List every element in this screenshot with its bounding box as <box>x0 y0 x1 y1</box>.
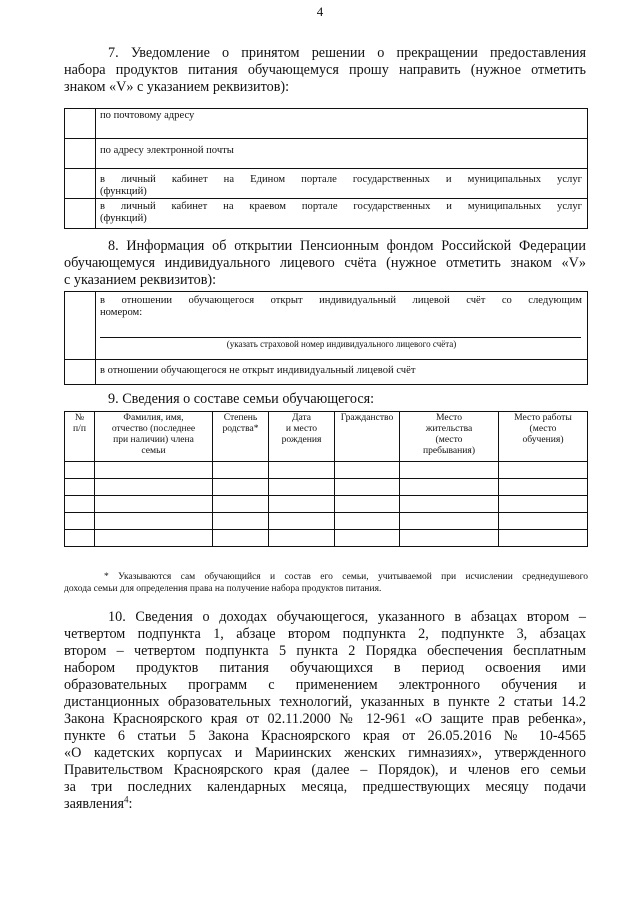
table-cell[interactable] <box>213 513 269 530</box>
table-cell[interactable] <box>65 513 95 530</box>
table-cell[interactable] <box>335 462 400 479</box>
snils-input-line[interactable] <box>100 337 581 338</box>
table-row <box>65 462 588 479</box>
table-cell[interactable] <box>65 479 95 496</box>
table-cell[interactable] <box>213 496 269 513</box>
table-cell[interactable] <box>335 513 400 530</box>
table-cell[interactable] <box>65 496 95 513</box>
table-cell[interactable] <box>499 530 588 547</box>
col-header: Фамилия, имя, отчество (последнее при наличии) члена семьи <box>95 412 213 462</box>
table-row <box>65 513 588 530</box>
section9-footnote: * Указываются сам обучающийся и состав его семьи, учитываемой при исчислении среднедушевого дохода семьи для определения права на получение набора продуктов питания. <box>64 572 588 594</box>
table-cell[interactable] <box>65 530 95 547</box>
checkbox-unified-portal[interactable] <box>65 169 96 199</box>
table-cell[interactable] <box>400 462 499 479</box>
table-cell[interactable] <box>499 513 588 530</box>
checkbox-account-not-open[interactable] <box>65 360 96 385</box>
footnote-ref: 4 <box>124 794 129 805</box>
section8-heading-line: обучающемуся индивидуального лицевого счёта (нужное отметить знаком «V» <box>64 255 586 271</box>
option-account-open: в отношении обучающегося открыт индивидуальный лицевой счёт со следующим номером: (указать страховой номер индивидуального лицевого счёта) <box>96 292 588 360</box>
table-cell[interactable] <box>213 479 269 496</box>
col-header: Дата и место рождения <box>269 412 335 462</box>
section8-heading-line: с указанием реквизитов): <box>64 272 217 288</box>
table-cell[interactable] <box>269 479 335 496</box>
option-regional-portal: в личный кабинет на краевом портале государственных и муниципальных услуг (функций) <box>96 199 588 229</box>
table-cell[interactable] <box>95 479 213 496</box>
table-cell[interactable] <box>499 496 588 513</box>
section10-text: 10. Сведения о доходах обучающегося, указанного в абзацах втором – четвертом подпункта 1, абзаце втором подпункта 2, подпункте 3, абзацах втором – четвертом подпункта 5 пункта 2 Порядка обеспечения бесплатным набором продуктов питания обучающихся в период освоения ими образовательных программ с применением электронного обучения и дистанционных образовательных технологий, указанных в пункте 2 статьи 14.2 Закона Красноярского края от 02.11.2000 № 12-961 «О защите прав ребенка», пункте 6 статьи 5 Закона Красноярского края от 26.05.2016 № 10-4565 «О кадетских корпусах и Мариинских женских гимназиях», утвержденного Правительством Красноярского края (далее – Порядок), и членов его семьи за три последних календарных месяца, предшествующих месяцу подачи заявления$^4$: <box>64 609 586 812</box>
section7-options-table <box>64 108 588 229</box>
section7-heading-line: знаком «V» с указанием реквизитов): <box>64 79 290 95</box>
table-cell[interactable] <box>499 479 588 496</box>
section8-heading-line: 8. Информация об открытии Пенсионным фондом Российской Федерации <box>108 238 586 254</box>
table-cell[interactable] <box>95 462 213 479</box>
table-cell[interactable] <box>95 513 213 530</box>
table-cell[interactable] <box>95 496 213 513</box>
table-cell[interactable] <box>499 462 588 479</box>
table-cell[interactable] <box>400 496 499 513</box>
checkbox-regional-portal[interactable] <box>65 199 96 229</box>
table-cell[interactable] <box>335 496 400 513</box>
table-cell[interactable] <box>400 513 499 530</box>
section7-heading-line: 7. Уведомление о принятом решении о прекращении предоставления <box>108 45 586 61</box>
table-cell[interactable] <box>65 462 95 479</box>
table-row <box>65 496 588 513</box>
table-cell[interactable] <box>95 530 213 547</box>
table-cell[interactable] <box>213 462 269 479</box>
section7-heading-line: набора продуктов питания обучающемуся прошу направить (нужное отметить <box>64 62 586 78</box>
col-header: Место работы (место обучения) <box>499 412 588 462</box>
family-table <box>64 411 588 547</box>
option-postal: по почтовому адресу <box>96 109 588 139</box>
table-cell[interactable] <box>400 479 499 496</box>
table-cell[interactable] <box>269 513 335 530</box>
table-cell[interactable] <box>335 530 400 547</box>
table-cell[interactable] <box>213 530 269 547</box>
option-account-not-open: в отношении обучающегося не открыт индивидуальный лицевой счёт <box>96 360 588 385</box>
col-header: Степень родства* <box>213 412 269 462</box>
checkbox-postal[interactable] <box>65 109 96 139</box>
table-cell[interactable] <box>269 496 335 513</box>
section9-heading: 9. Сведения о составе семьи обучающегося: <box>108 391 375 407</box>
family-table-header <box>65 412 588 462</box>
table-cell[interactable] <box>400 530 499 547</box>
col-header: № п/п <box>65 412 95 462</box>
checkbox-email[interactable] <box>65 139 96 169</box>
option-unified-portal: в личный кабинет на Едином портале государственных и муниципальных услуг (функций) <box>96 169 588 199</box>
page-number: 4 <box>316 4 324 19</box>
option-email: по адресу электронной почты <box>96 139 588 169</box>
section8-heading <box>64 238 586 289</box>
table-cell[interactable] <box>269 530 335 547</box>
col-header: Гражданство <box>335 412 400 462</box>
table-row <box>65 530 588 547</box>
col-header: Место жительства (место пребывания) <box>400 412 499 462</box>
snils-hint: (указать страховой номер индивидуального лицевого счёта) <box>226 339 457 349</box>
section8-options-table <box>64 291 588 385</box>
table-row <box>65 479 588 496</box>
table-cell[interactable] <box>269 462 335 479</box>
checkbox-account-open[interactable] <box>65 292 96 360</box>
section7-heading <box>64 45 586 96</box>
table-cell[interactable] <box>335 479 400 496</box>
